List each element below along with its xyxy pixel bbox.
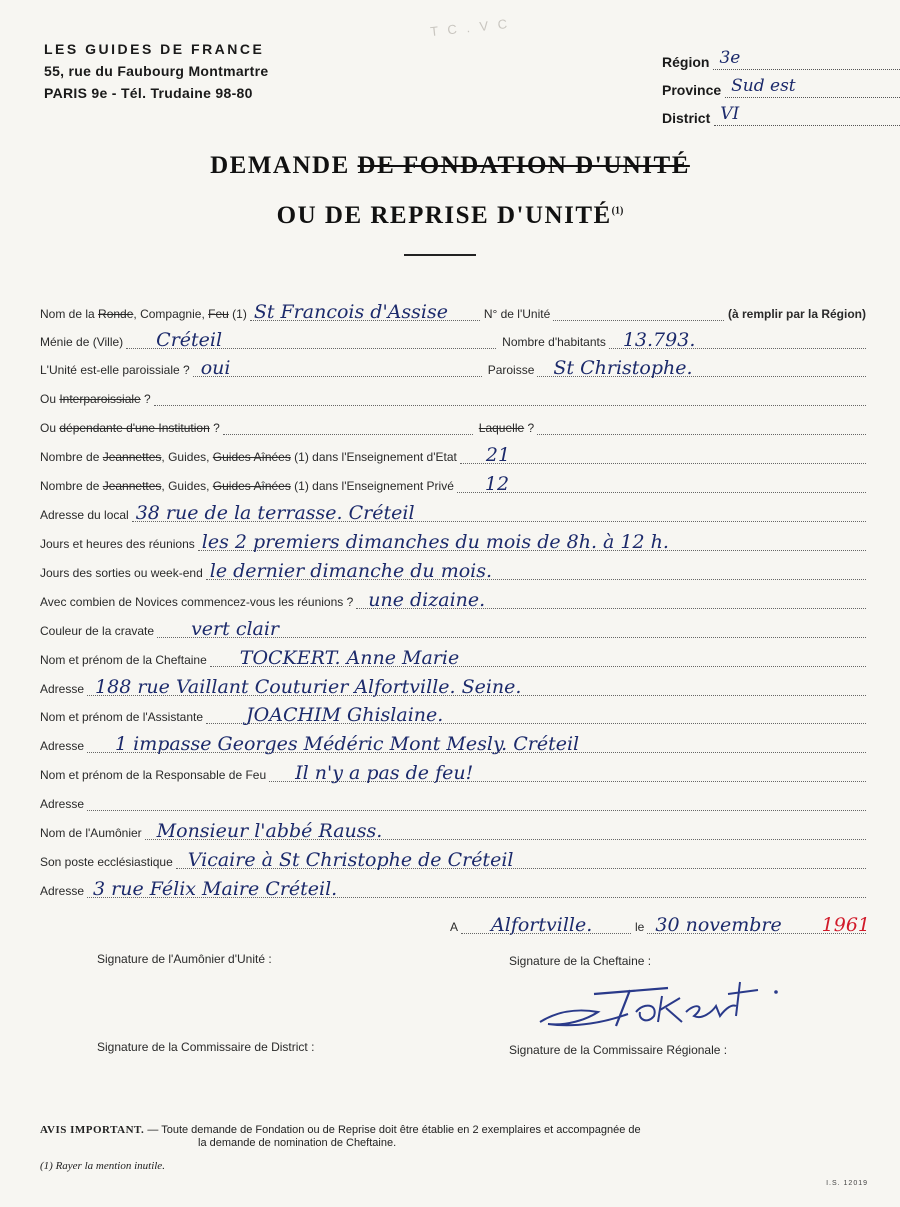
title-note-mark: (1) bbox=[611, 205, 624, 217]
paroissiale-value: oui bbox=[200, 357, 231, 379]
field-row-aumonier-adresse bbox=[40, 880, 866, 898]
cheftaine-adresse-field[interactable] bbox=[87, 676, 866, 698]
lieu-value: Alfortville. bbox=[491, 914, 593, 936]
numero-unite-field[interactable] bbox=[553, 307, 724, 321]
region-block bbox=[662, 42, 872, 126]
field-row-local bbox=[40, 504, 866, 522]
reunions-field[interactable] bbox=[198, 531, 866, 553]
aumonier-adresse-field[interactable] bbox=[87, 878, 866, 900]
district-label: District bbox=[662, 110, 711, 126]
novices-value: une dizaine. bbox=[368, 589, 486, 611]
signature-regionale-label: Signature de la Commissaire Régionale : bbox=[509, 1043, 728, 1057]
field-row-interparoissiale bbox=[40, 388, 866, 406]
cheftaine-label: Nom et prénom de la Cheftaine bbox=[40, 653, 207, 667]
feu-field[interactable] bbox=[269, 762, 866, 784]
etat-field[interactable] bbox=[460, 444, 866, 466]
field-row-prive bbox=[40, 475, 866, 493]
novices-label: Avec combien de Novices commencez-vous les réunions ? bbox=[40, 595, 354, 609]
avis-text-2: la demande de nomination de Cheftaine. bbox=[198, 1137, 397, 1149]
signature-district-label: Signature de la Commissaire de District : bbox=[97, 1040, 315, 1054]
field-row-poste bbox=[40, 851, 866, 869]
cheftaine-value: TOCKERT. Anne Marie bbox=[239, 647, 460, 669]
prive-value: 12 bbox=[484, 473, 510, 495]
assistante-adresse-field[interactable] bbox=[87, 733, 866, 755]
district-field[interactable] bbox=[714, 104, 900, 126]
field-label: Nom de la Ronde, Compagnie, Feu (1) bbox=[40, 307, 247, 321]
field-row-etat bbox=[40, 446, 866, 464]
region-row bbox=[662, 42, 900, 70]
org-city-phone: PARIS 9e - Tél. Trudaine 98-80 bbox=[44, 85, 253, 101]
aumonier-value: Monsieur l'abbé Rauss. bbox=[156, 820, 383, 842]
province-label: Province bbox=[662, 82, 722, 98]
paroisse-value: St Christophe. bbox=[553, 357, 693, 379]
cravate-label: Couleur de la cravate bbox=[40, 624, 155, 638]
reunions-label: Jours et heures des réunions bbox=[40, 537, 195, 551]
dependante-label: Ou dépendante d'une Institution ? bbox=[40, 421, 220, 435]
prive-label: Nombre de Jeannettes, Guides, Guides Aînées (1) dans l'Enseignement Privé bbox=[40, 479, 454, 493]
district-value: VI bbox=[720, 104, 740, 124]
region-field[interactable] bbox=[713, 48, 900, 70]
signature-aumonier-label: Signature de l'Aumônier d'Unité : bbox=[97, 952, 272, 966]
district-row bbox=[662, 98, 900, 126]
sorties-field[interactable] bbox=[206, 560, 866, 582]
cheftaine-adresse-value: 188 rue Vaillant Couturier Alfortville. Seine. bbox=[95, 676, 522, 698]
field-row-cravate bbox=[40, 620, 866, 638]
field-row-lieu-date bbox=[450, 914, 870, 936]
faint-stamp-mark: T C . V C bbox=[429, 15, 511, 40]
year-value: 1961 bbox=[821, 914, 870, 936]
aumonier-label: Nom de l'Aumônier bbox=[40, 826, 142, 840]
cheftaine-signature bbox=[536, 972, 786, 1034]
feu-adresse-field[interactable] bbox=[87, 797, 866, 811]
lieu-field[interactable] bbox=[461, 914, 631, 936]
sorties-value: le dernier dimanche du mois. bbox=[209, 560, 493, 582]
local-value: 38 rue de la terrasse. Créteil bbox=[135, 502, 415, 524]
org-address: 55, rue du Faubourg Montmartre bbox=[44, 63, 269, 79]
laquelle-field[interactable] bbox=[537, 421, 866, 435]
etat-value: 21 bbox=[485, 444, 511, 466]
interparoissiale-field[interactable] bbox=[154, 392, 866, 406]
avis-label: AVIS IMPORTANT. bbox=[40, 1124, 145, 1136]
field-row-novices bbox=[40, 591, 866, 609]
feu-adresse-label: Adresse bbox=[40, 797, 85, 811]
field-row-cheftaine bbox=[40, 649, 866, 667]
interparoissiale-label: Ou Interparoissiale ? bbox=[40, 392, 151, 406]
assistante-adresse-value: 1 impasse Georges Médéric Mont Mesly. Créteil bbox=[115, 733, 580, 755]
region-value: 3e bbox=[719, 48, 741, 68]
field-row-cheftaine-adresse bbox=[40, 678, 866, 696]
title-rule bbox=[404, 254, 476, 256]
title-line-1 bbox=[0, 152, 900, 180]
date-label: le bbox=[635, 920, 645, 934]
poste-value: Vicaire à St Christophe de Créteil bbox=[187, 849, 514, 871]
reunions-value: les 2 premiers dimanches du mois de 8h. à 12 h. bbox=[201, 531, 669, 553]
date-value: 30 novembre bbox=[655, 914, 782, 936]
prive-field[interactable] bbox=[457, 473, 866, 495]
field-row-sorties bbox=[40, 562, 866, 580]
field-row-paroissiale bbox=[40, 359, 866, 377]
habitants-field[interactable] bbox=[609, 329, 866, 351]
paroissiale-label: L'Unité est-elle paroissiale ? bbox=[40, 363, 190, 377]
avis-text: — Toute demande de Fondation ou de Reprise doit être établie en 2 exemplaires et accompagnée de bbox=[144, 1124, 641, 1136]
title-word: DEMANDE bbox=[210, 152, 350, 179]
field-row-feu bbox=[40, 764, 866, 782]
poste-label: Son poste ecclésiastique bbox=[40, 855, 173, 869]
region-label: Région bbox=[662, 54, 710, 70]
org-name: LES GUIDES DE FRANCE bbox=[44, 41, 265, 57]
nom-unite-value: St Francois d'Assise bbox=[253, 301, 448, 323]
paroisse-field[interactable] bbox=[537, 357, 866, 379]
poste-field[interactable] bbox=[176, 849, 866, 871]
cravate-value: vert clair bbox=[191, 618, 280, 640]
etat-label: Nombre de Jeannettes, Guides, Guides Aînées (1) dans l'Enseignement d'Etat bbox=[40, 450, 457, 464]
menie-field[interactable] bbox=[126, 329, 496, 351]
cravate-field[interactable] bbox=[157, 618, 866, 640]
novices-field[interactable] bbox=[356, 589, 866, 611]
field-row-aumonier bbox=[40, 822, 866, 840]
menie-value: Créteil bbox=[156, 329, 223, 351]
assistante-value: JOACHIM Ghislaine. bbox=[246, 704, 444, 726]
signature-cheftaine-label: Signature de la Cheftaine : bbox=[509, 954, 652, 968]
form-reference: I.S. 12019 bbox=[826, 1180, 868, 1187]
local-field[interactable] bbox=[132, 502, 866, 524]
feu-label: Nom et prénom de la Responsable de Feu bbox=[40, 768, 267, 782]
avis-important bbox=[40, 1124, 866, 1150]
paroisse-label: Paroisse bbox=[487, 363, 535, 377]
field-row-nom-unite bbox=[40, 303, 866, 321]
aumonier-adresse-label: Adresse bbox=[40, 884, 85, 898]
local-label: Adresse du local bbox=[40, 508, 129, 522]
aumonier-adresse-value: 3 rue Félix Maire Créteil. bbox=[93, 878, 338, 900]
numero-unite-label: N° de l'Unité bbox=[483, 307, 551, 321]
nom-unite-field[interactable] bbox=[250, 301, 480, 323]
sorties-label: Jours des sorties ou week-end bbox=[40, 566, 203, 580]
assistante-label: Nom et prénom de l'Assistante bbox=[40, 710, 204, 724]
assistante-field[interactable] bbox=[206, 704, 866, 726]
feu-value: Il n'y a pas de feu! bbox=[295, 762, 474, 784]
field-row-assistante-adresse bbox=[40, 735, 866, 753]
aumonier-field[interactable] bbox=[145, 820, 866, 842]
laquelle-label: Laquelle ? bbox=[478, 421, 535, 435]
cheftaine-adresse-label: Adresse bbox=[40, 682, 85, 696]
lieu-label: A bbox=[450, 920, 459, 934]
assistante-adresse-label: Adresse bbox=[40, 739, 85, 753]
title-reprise: OU DE REPRISE D'UNITÉ bbox=[276, 202, 612, 229]
dependante-field[interactable] bbox=[223, 421, 473, 435]
field-row-dependante bbox=[40, 417, 866, 435]
province-row bbox=[662, 70, 900, 98]
field-row-menie bbox=[40, 331, 866, 349]
habitants-value: 13.793. bbox=[622, 329, 696, 351]
date-field[interactable] bbox=[647, 914, 870, 936]
province-field[interactable] bbox=[725, 76, 900, 98]
field-row-assistante bbox=[40, 706, 866, 724]
title-struck-text: DE FONDATION D'UNITÉ bbox=[357, 152, 690, 179]
title-line-2 bbox=[0, 202, 900, 230]
numero-note: (à remplir par la Région) bbox=[727, 307, 866, 321]
field-row-feu-adresse bbox=[40, 793, 866, 811]
province-value: Sud est bbox=[731, 76, 796, 96]
cheftaine-field[interactable] bbox=[210, 647, 866, 669]
field-row-reunions bbox=[40, 533, 866, 551]
org-header bbox=[44, 38, 268, 104]
menie-label: Ménie de (Ville) bbox=[40, 335, 124, 349]
habitants-label: Nombre d'habitants bbox=[502, 335, 606, 349]
paroissiale-field[interactable] bbox=[193, 357, 482, 379]
footnote: (1) Rayer la mention inutile. bbox=[40, 1160, 165, 1172]
